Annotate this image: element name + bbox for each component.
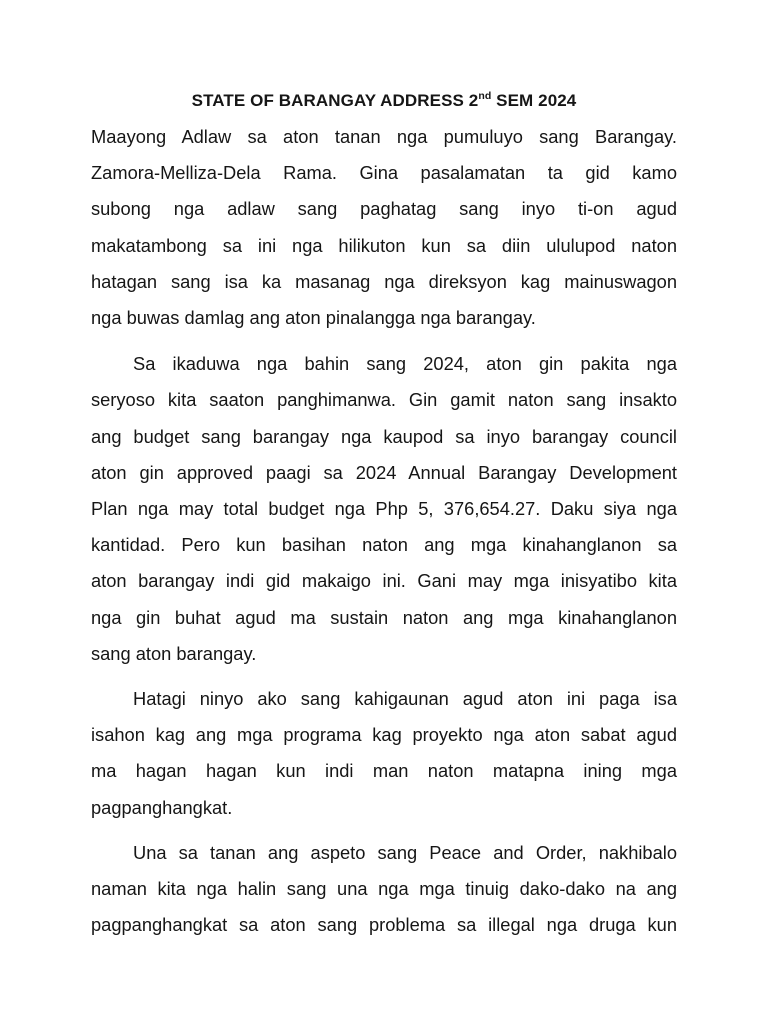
text-line: nga gin buhat agud ma sustain naton ang mga kinahanglanon (91, 606, 677, 628)
text-line: Una sa tanan ang aspeto sang Peace and Order, nakhibalo (133, 841, 677, 863)
text-line: sang aton barangay. (91, 642, 257, 664)
text-line: subong nga adlaw sang paghatag sang inyo ti-on agud (91, 198, 677, 220)
text-line: nga buwas damlag ang aton pinalangga nga barangay. (91, 307, 536, 329)
text-line: Hatagi ninyo ako sang kahigaunan agud aton ini paga isa (133, 688, 677, 710)
title-superscript: nd (478, 89, 492, 102)
text-line: seryoso kita saaton panghimanwa. Gin gamit naton sang insakto (91, 389, 677, 411)
title-text-end: SEM 2024 (491, 91, 577, 111)
text-line: Sa ikaduwa nga bahin sang 2024, aton gin pakita nga (133, 353, 677, 375)
text-line: aton barangay indi gid makaigo ini. Gani may mga inisyatibo kita (91, 570, 677, 592)
text-line: Zamora-Melliza-Dela Rama. Gina pasalamatan ta gid kamo (91, 162, 677, 184)
document-title (0, 89, 768, 113)
text-line: naman kita nga halin sang una nga mga tinuig dako-dako na ang (91, 878, 677, 900)
text-line: Plan nga may total budget nga Php 5, 376,654.27. Daku siya nga (91, 498, 677, 520)
text-line: aton gin approved paagi sa 2024 Annual Barangay Development (91, 461, 677, 483)
paragraph-peace-and-order (91, 835, 677, 944)
paragraph-greeting (91, 119, 677, 336)
text-line: pagpanghangkat. (91, 796, 233, 818)
text-line: isahon kag ang mga programa kag proyekto nga aton sabat agud (91, 724, 677, 746)
paragraph-programs (91, 681, 677, 826)
paragraph-budget (91, 346, 677, 672)
text-line: kantidad. Pero kun basihan naton ang mga kinahanglanon sa (91, 534, 677, 556)
text-line: pagpanghangkat sa aton sang problema sa illegal nga druga kun (91, 914, 677, 936)
text-line: makatambong sa ini nga hilikuton kun sa diin ululupod naton (91, 234, 677, 256)
text-line: ma hagan hagan kun indi man naton matapna ining mga (91, 760, 677, 782)
document-body (91, 119, 677, 952)
text-line: Maayong Adlaw sa aton tanan nga pumuluyo sang Barangay. (91, 126, 677, 147)
title-text: STATE OF BARANGAY ADDRESS 2 (191, 91, 479, 111)
text-line: ang budget sang barangay nga kaupod sa inyo barangay council (91, 425, 677, 447)
text-line: hatagan sang isa ka masanag nga direksyon kag mainuswagon (91, 270, 677, 292)
